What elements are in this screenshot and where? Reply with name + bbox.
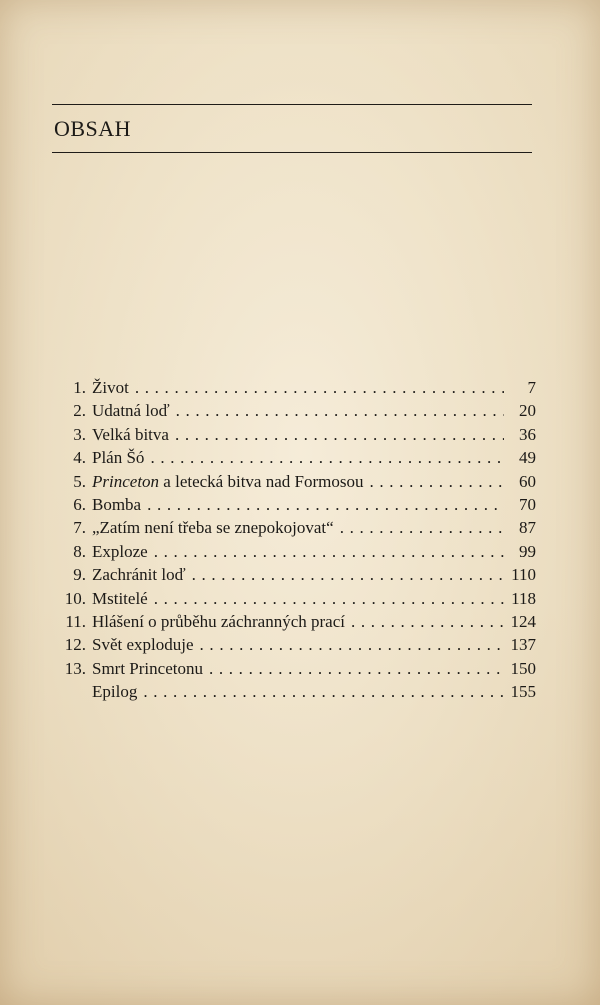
toc-entry-number: 11. (65, 611, 86, 631)
toc-entry-title: Mstitelé (92, 588, 148, 608)
toc-entry-10 (54, 587, 536, 610)
heading-rule-bottom (52, 152, 532, 153)
toc-entry-page: 124 (510, 611, 536, 631)
toc-entry-4 (54, 446, 536, 469)
toc-entry-page: 36 (519, 424, 536, 444)
toc-entry-number: 12. (64, 635, 86, 655)
toc-entry-5 (54, 470, 536, 493)
toc-entry-page: 20 (519, 401, 536, 421)
toc-entry-12 (54, 633, 536, 656)
toc-entry-page: 99 (519, 541, 536, 561)
toc-entry-title: Velká bitva (92, 424, 169, 444)
dot-leader (209, 657, 504, 680)
toc-entry-title: Život (92, 378, 129, 397)
toc-entry-title: Plán Šó (92, 448, 145, 468)
toc-entry-7 (54, 516, 536, 539)
toc-entry-title: Exploze (92, 541, 148, 561)
toc-entry-page: 87 (519, 518, 536, 538)
page-title: OBSAH (54, 116, 132, 141)
dot-leader (351, 610, 504, 633)
toc-entry-title: Svět exploduje (92, 635, 194, 655)
dot-leader (135, 376, 504, 399)
toc-entry-number: 1. (73, 378, 86, 397)
toc-entry-title: Zachránit loď (92, 565, 186, 585)
dot-leader (200, 633, 504, 656)
toc-entry-title: Hlášení o průběhu záchranných prací (92, 611, 345, 631)
toc-entry-epilog (54, 680, 536, 703)
toc-entry-number: 3. (73, 424, 86, 444)
toc-entry-number: 13. (64, 658, 86, 678)
toc-entry-9 (54, 563, 536, 586)
toc-entry-title: „Zatím není třeba se znepokojovat“ (92, 518, 334, 538)
dot-leader (192, 563, 504, 586)
toc-entry-title (92, 470, 363, 493)
toc-entry-number: 9. (73, 565, 86, 585)
toc-entry-number: 2. (73, 401, 86, 421)
toc-entry-title-rest: a letecká bitva nad Formosou (159, 471, 364, 491)
dot-leader (154, 587, 504, 610)
toc-entry-number: 10. (64, 588, 86, 608)
toc-entry-page: 155 (510, 682, 536, 702)
toc-entry-number: 6. (73, 494, 86, 514)
toc-entry-title: Smrt Princetonu (92, 658, 203, 678)
toc-entry-6 (54, 493, 536, 516)
toc-entry-page: 118 (511, 588, 536, 608)
dot-leader (176, 399, 504, 422)
toc-entry-page: 7 (527, 378, 536, 397)
toc-entry-number: 4. (73, 448, 86, 468)
toc-entry-11 (54, 610, 536, 633)
dot-leader (340, 516, 504, 539)
toc-entry-page: 49 (519, 448, 536, 468)
toc-entry-page: 110 (511, 565, 536, 585)
toc-entry-number: 7. (73, 518, 86, 538)
toc-entry-title: Udatná loď (92, 401, 170, 421)
toc-entry-number: 8. (73, 541, 86, 561)
toc-entry-title: Bomba (92, 494, 142, 514)
toc-entry-1 (54, 376, 536, 399)
heading-rule-top (52, 104, 532, 105)
dot-leader (143, 680, 504, 703)
dot-leader (175, 423, 504, 446)
toc-entry-title: Epilog (92, 682, 138, 702)
toc-entry-3 (54, 423, 536, 446)
toc-entry-number: 5. (73, 471, 86, 491)
dot-leader (150, 446, 504, 469)
toc-entry-2 (54, 399, 536, 422)
table-of-contents (54, 376, 536, 703)
toc-entry-page: 70 (519, 494, 536, 514)
dot-leader (369, 470, 504, 493)
dot-leader (154, 540, 504, 563)
toc-entry-13 (54, 657, 536, 680)
toc-entry-8 (54, 540, 536, 563)
dot-leader (147, 493, 504, 516)
toc-entry-page: 137 (510, 635, 536, 655)
toc-entry-title-italic: Princeton (92, 471, 160, 491)
toc-entry-page: 60 (519, 471, 536, 491)
toc-entry-page: 150 (510, 658, 536, 678)
